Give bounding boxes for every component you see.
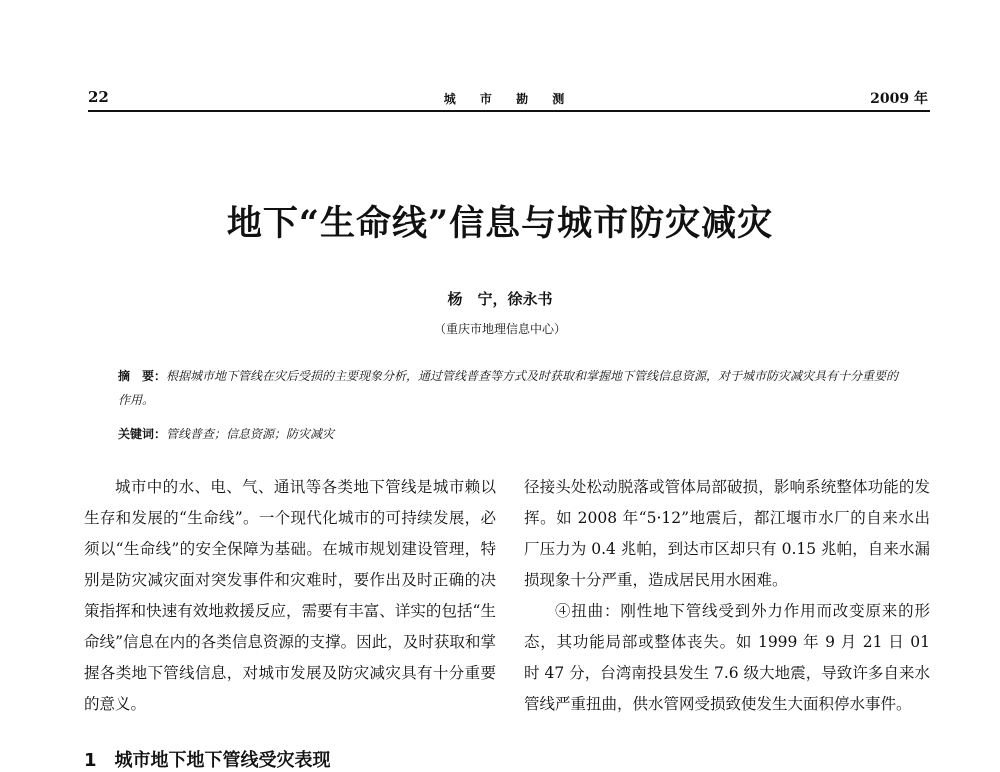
keywords-text: 管线普查；信息资源；防灾减灾 bbox=[166, 427, 335, 441]
right-column bbox=[524, 472, 930, 720]
running-header bbox=[88, 86, 930, 112]
right-paragraph-2: ④扭曲：刚性地下管线受到外力作用而改变原来的形态，其功能局部或整体丧失。如 1999 年 9 月 21 日 01 时 47 分，台湾南投县发生 7.6 级大地震，导致许多自来水管线严重扭曲，供水管网受损致使发生大面积停水事件。 bbox=[524, 602, 930, 713]
intro-paragraph: 城市中的水、电、气、通讯等各类地下管线是城市赖以生存和发展的“生命线”。一个现代化城市的可持续发展，必须以“生命线”的安全保障为基础。在城市规划建设管理，特别是防灾减灾面对突发事件和灾难时，要作出及时正确的决策指挥和快速有效地救援反应，需要有丰富、详实的包括“生命线”信息在内的各类信息资源的支撑。因此，及时获取和掌握各类地下管线信息，对城市发展及防灾减灾具有十分重要的意义。 bbox=[84, 478, 496, 713]
abstract-label: 摘 要： bbox=[118, 369, 167, 383]
abstract bbox=[118, 364, 908, 412]
affiliation: （重庆市地理信息中心） bbox=[433, 322, 566, 336]
abstract-text: 根据城市地下管线在灾后受损的主要现象分析，通过管线普查等方式及时获取和掌握地下管线信息资源，对于城市防灾减灾具有十分重要的作用。 bbox=[118, 369, 899, 407]
authors: 杨 宁，徐永书 bbox=[447, 290, 553, 308]
section-heading: 1 城市地下地下管线受灾表现 bbox=[84, 750, 331, 771]
left-column bbox=[84, 472, 496, 720]
right-paragraph-1: 径接头处松动脱落或管体局部破损，影响系统整体功能的发挥。如 2008 年“5·12”地震后，都江堰市水厂的自来水出厂压力为 0.4 兆帕，到达市区却只有 0.15 兆帕，自来水漏损现象十分严重，造成居民用水困难。 bbox=[524, 478, 930, 589]
keywords bbox=[118, 424, 908, 444]
keywords-label: 关键词： bbox=[118, 427, 167, 441]
issue-year: 2009 年 bbox=[870, 91, 928, 107]
page-number: 22 bbox=[88, 88, 109, 106]
journal-name: 城 市 勘 测 bbox=[443, 92, 575, 106]
article-title: 地下“生命线”信息与城市防灾减灾 bbox=[226, 203, 774, 244]
